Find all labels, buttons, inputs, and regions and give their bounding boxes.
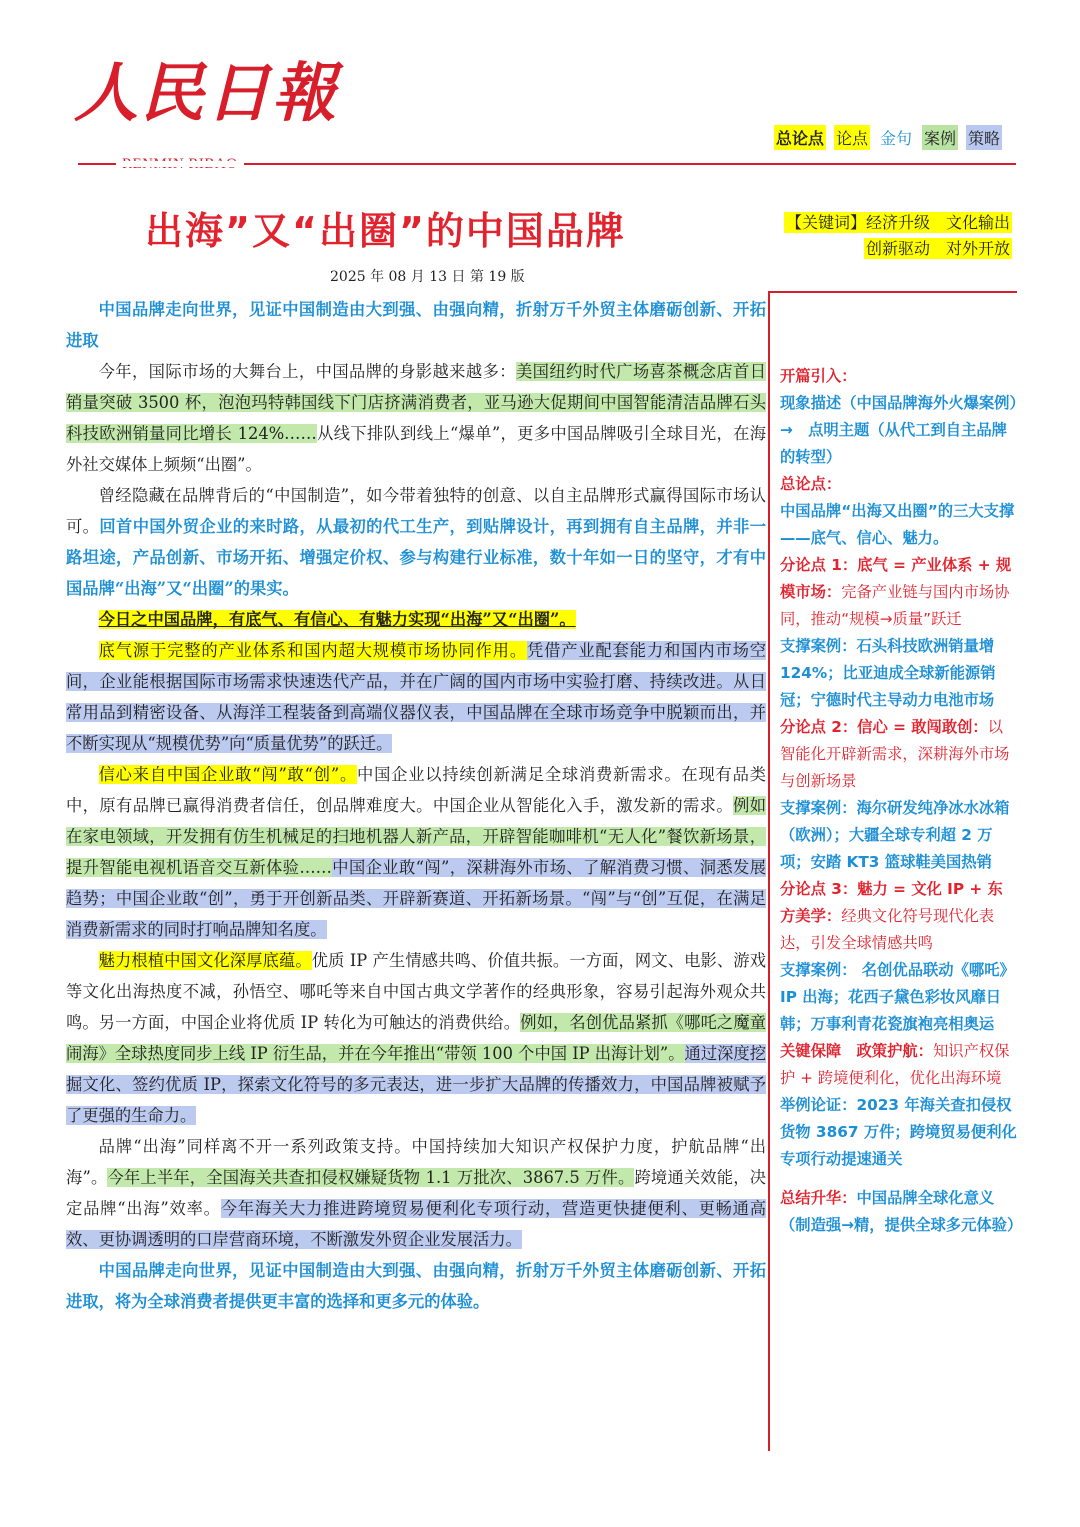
- outline-argument-2: 分论点 2：信心 = 敢闯敢创：以智能化开辟新需求，深耕海外市场与创新场景: [780, 718, 1010, 790]
- paragraph-1: 今年，国际市场的大舞台上，中国品牌的身影越来越多：美国纽约时代广场喜茶概念店首日销量突破 3500 杯，泡泡玛特韩国线下门店挤满消费者，亚马逊大促期间中国智能清洁品牌石头科技欧洲销量同比增长 124%……从线下排队到线上“爆单”，更多中国品牌吸引全球目光，在海外社交媒体上频频“出圈”。: [66, 362, 766, 474]
- argument-highlight: 底气源于完整的产业体系和国内超大规模市场协同作用。: [98, 641, 527, 660]
- outline-opening-1: 现象描述（中国品牌海外火爆案例）: [780, 394, 1025, 412]
- masthead-rule: [78, 163, 1016, 165]
- outline-policy-case: 举例论证：2023 年海关查扣侵权货物 3867 万件；跨境贸易便利化专项行动提速通关: [780, 1096, 1017, 1168]
- legend-argument: 论点: [834, 125, 870, 150]
- quote-highlight: 回首中国外贸企业的来时路，从最初的代工生产，到贴牌设计，再到拥有自主品牌，并非一路坦途，产品创新、市场开拓、增强定价权、参与构建行业标准，数十年如一日的坚守，才有中国品牌“出海”又“出圈”的果实。: [66, 517, 766, 598]
- strategy-highlight: 通过深度挖掘文化、签约优质 IP，探索文化符号的多元表达，进一步扩大品牌的传播效力，中国品牌被赋予了更强的生命力。: [66, 1044, 766, 1125]
- outline-argument-3: 分论点 3：魅力 = 文化 IP + 东方美学：经典文化符号现代化表达，引发全球情感共鸣: [780, 880, 1003, 952]
- argument-highlight: 魅力根植中国文化深厚底蕴。: [98, 951, 312, 970]
- case-highlight: 例如在家电领域，开发拥有仿生机械足的扫地机器人新产品，开辟智能咖啡机“无人化”餐饮新场景，提升智能电视机语音交互新体验……: [66, 796, 766, 877]
- outline-thesis-heading: 总论点：: [780, 475, 842, 493]
- sidebar-rule-left: [768, 291, 770, 1451]
- closing-paragraph: 中国品牌走向世界，见证中国制造由大到强、由强向精，折射万千外贸主体磨砺创新、开拓进取，将为全球消费者提供更丰富的选择和更多元的体验。: [66, 1261, 766, 1311]
- paragraph-2: 曾经隐藏在品牌背后的“中国制造”，如今带着独特的创意、以自主品牌形式赢得国际市场认可。回首中国外贸企业的来时路，从最初的代工生产，到贴牌设计，再到拥有自主品牌，并非一路坦途，产品创新、市场开拓、增强定价权、参与构建行业标准，数十年如一日的坚守，才有中国品牌“出海”又“出圈”的果实。: [66, 486, 766, 598]
- thesis-paragraph: [66, 604, 766, 635]
- outline-case-1: 支撑案例：石头科技欧洲销量增 124%；比亚迪成全球新能源销冠；宁德时代主导动力电池市场: [780, 637, 996, 709]
- article-body: [66, 294, 766, 1317]
- keywords-box: [784, 210, 1012, 262]
- outline-summary: 总结升华：中国品牌全球化意义（制造强→精，提供全球多元体验）: [780, 1189, 1023, 1234]
- case-highlight: 美国纽约时代广场喜茶概念店首日销量突破 3500 杯，泡泡玛特韩国线下门店挤满消费者，亚马逊大促期间中国智能清洁品牌石头科技欧洲销量同比增长 124%……: [66, 362, 766, 443]
- strategy-highlight: 今年海关大力推进跨境贸易便利化专项行动，营造更快捷便利、更畅通高效、更协调透明的口岸营商环境，不断激发外贸企业发展活力。: [66, 1199, 766, 1249]
- masthead-logo: 人民日報: [74, 56, 338, 131]
- thesis-highlight: 今日之中国品牌，有底气、有信心、有魅力实现“出海”又“出圈”。: [98, 610, 576, 629]
- case-highlight: 今年上半年，全国海关共查扣侵权嫌疑货物 1.1 万批次、3867.5 万件。: [107, 1168, 635, 1187]
- outline-case-3: 支撑案例： 名创优品联动《哪吒》IP 出海；花西子黛色彩妆风靡日韩；万事利青花瓷旗袍亮相奥运: [780, 961, 1015, 1033]
- argument-highlight: 信心来自中国企业敢“闯”敢“创”。: [98, 765, 358, 784]
- outline-policy: 关键保障 政策护航：知识产权保护 + 跨境便利化，优化出海环境: [780, 1042, 1010, 1087]
- paragraph-6: 品牌“出海”同样离不开一系列政策支持。中国持续加大知识产权保护力度，护航品牌“出海”。今年上半年，全国海关共查扣侵权嫌疑货物 1.1 万批次、3867.5 万件。跨境通关效能，决定品牌“出海”效率。今年海关大力推进跨境贸易便利化专项行动，营造更快捷便利、更畅通高效、更协调透明的口岸营商环境，不断激发外贸企业发展活力。: [66, 1137, 766, 1249]
- outline-argument-1: 分论点 1：底气 = 产业体系 + 规模市场：完备产业链与国内市场协同，推动“规模→质量”跃迁: [780, 556, 1012, 628]
- keywords-line-1: 【关键词】经济升级 文化输出: [785, 213, 1010, 232]
- highlight-legend: [774, 125, 1002, 150]
- outline-thesis-text: 中国品牌“出海又出圈”的三大支撑——底气、信心、魅力。: [780, 502, 1015, 547]
- paragraph-4: 信心来自中国企业敢“闯”敢“创”。中国企业以持续创新满足全球消费新需求。在现有品类中，原有品牌已赢得消费者信任，创品牌难度大。中国企业从智能化入手，激发新的需求。例如在家电领域，开发拥有仿生机械足的扫地机器人新产品，开辟智能咖啡机“无人化”餐饮新场景，提升智能电视机语音交互新体验……中国企业敢“闯”，深耕海外市场、了解消费习惯、洞悉发展趋势；中国企业敢“创”，勇于开创新品类、开辟新赛道、开拓新场景。“闯”与“创”互促，在满足消费新需求的同时打响品牌知名度。: [66, 765, 766, 939]
- strategy-highlight: 中国企业敢“闯”，深耕海外市场、了解消费习惯、洞悉发展趋势；中国企业敢“创”，勇于开创新品类、开辟新赛道、开拓新场景。“闯”与“创”互促，在满足消费新需求的同时打响品牌知名度。: [66, 858, 766, 939]
- outline-case-2: 支撑案例：海尔研发纯净冰水冰箱（欧洲）；大疆全球专利超 2 万项；安踏 KT3 篮球鞋美国热销: [780, 799, 1010, 871]
- paragraph-3: [66, 635, 766, 759]
- outline-opening-heading: 开篇引入：: [780, 367, 857, 385]
- strategy-highlight: 凭借产业配套能力和国内市场空间，企业能根据国际市场需求快速迭代产品，并在广阔的国内市场中实验打磨、持续改进。从日常用品到精密设备、从海洋工程装备到高端仪器仪表，中国品牌在全球市场竞争中脱颖而出，并不断实现从“规模优势”向“质量优势”的跃迁。: [66, 641, 766, 753]
- legend-thesis: 总论点: [774, 125, 826, 150]
- article-lede: 中国品牌走向世界，见证中国制造由大到强、由强向精，折射万千外贸主体磨砺创新、开拓进取: [66, 300, 766, 350]
- legend-strategy: 策略: [966, 125, 1002, 150]
- page-title: 出海”又“出圈”的中国品牌: [145, 209, 626, 253]
- case-highlight: 例如，名创优品紧抓《哪吒之魔童闹海》全球热度同步上线 IP 衍生品，并在今年推出“带领 100 个中国 IP 出海计划”。: [66, 1013, 766, 1063]
- paragraph-5: 魅力根植中国文化深厚底蕴。优质 IP 产生情感共鸣、价值共振。一方面，网文、电影、游戏等文化出海热度不减，孙悟空、哪吒等来自中国古典文学著作的经典形象，容易引起海外观众共鸣。另一方面，中国企业将优质 IP 转化为可触达的消费供给。例如，名创优品紧抓《哪吒之魔童闹海》全球热度同步上线 IP 衍生品，并在今年推出“带领 100 个中国 IP 出海计划”。通过深度挖掘文化、签约优质 IP，探索文化符号的多元表达，进一步扩大品牌的传播效力，中国品牌被赋予了更强的生命力。: [66, 951, 766, 1125]
- legend-case: 案例: [922, 125, 958, 150]
- sidebar-rule-top: [768, 291, 1017, 293]
- legend-quote: 金句: [879, 129, 912, 148]
- keywords-line-2: 创新驱动 对外开放: [865, 239, 1010, 258]
- outline-opening-2: → 点明主题（从代工到自主品牌的转型）: [780, 421, 1007, 466]
- dateline: 2025 年 08 月 13 日 第 19 版: [330, 269, 525, 285]
- outline-sidebar: [780, 363, 1025, 1239]
